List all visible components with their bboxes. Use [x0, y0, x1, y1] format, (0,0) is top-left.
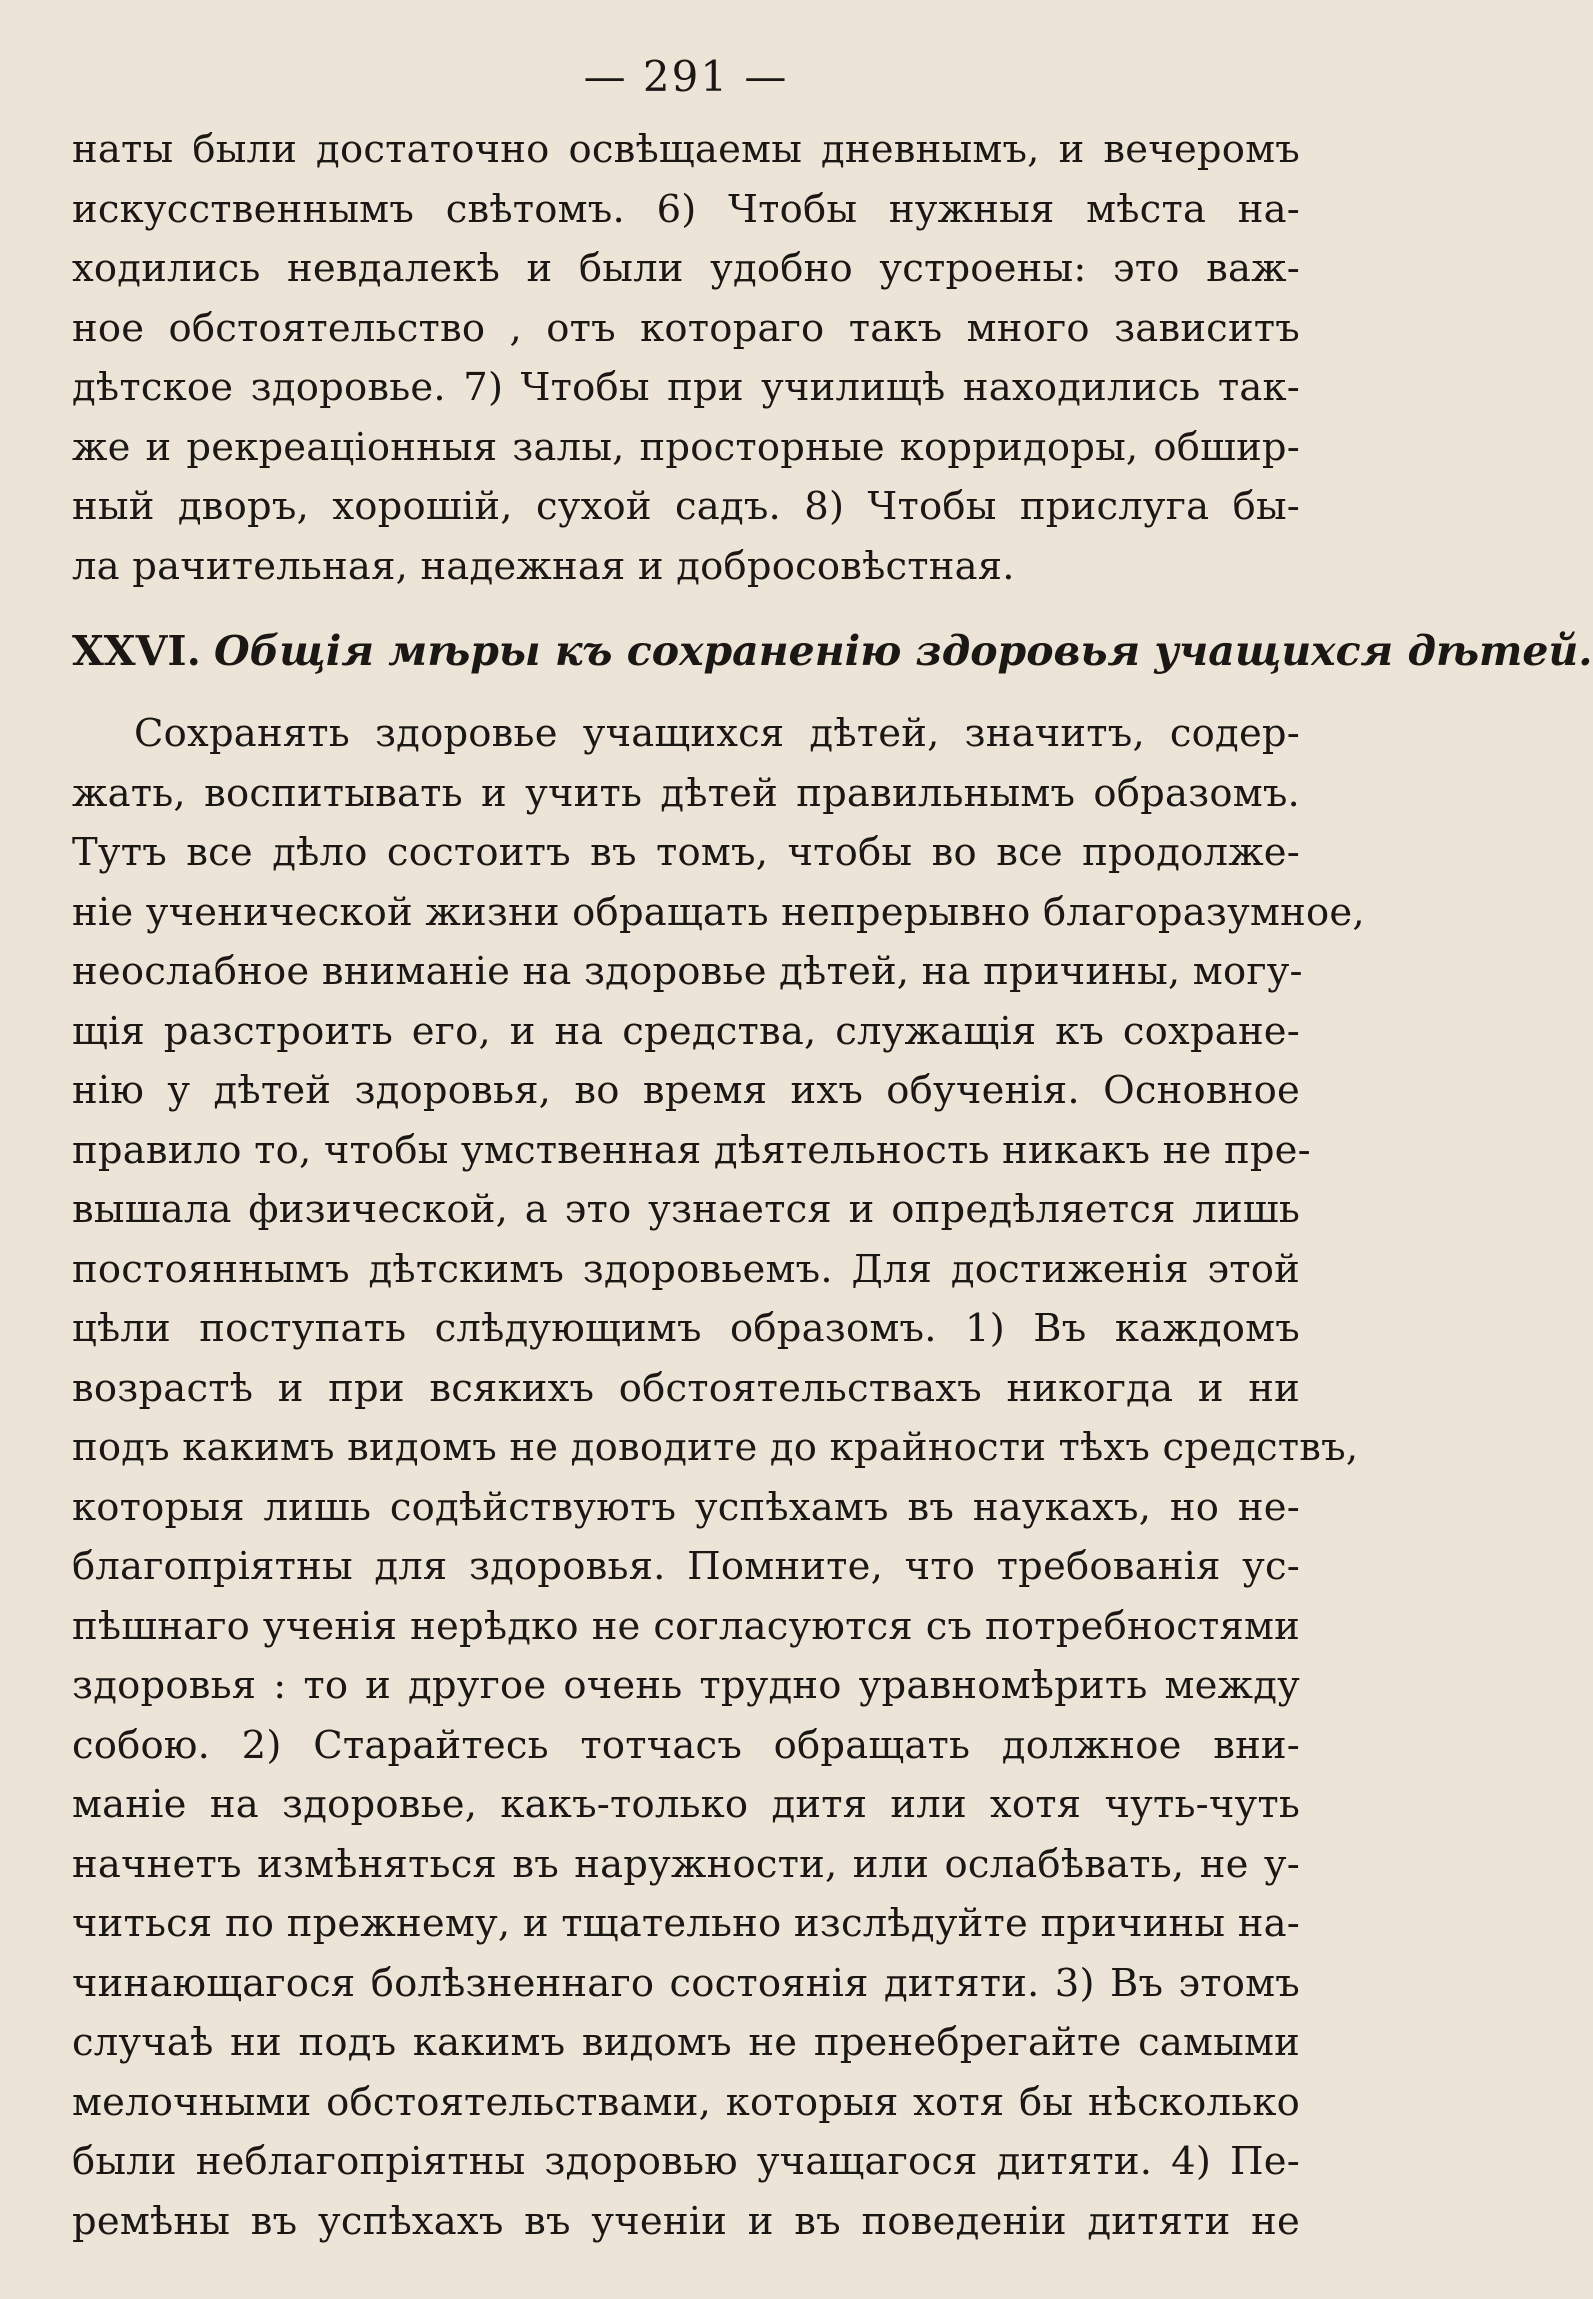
- text-line: ное обстоятельство , отъ котораго такъ много зависитъ: [72, 305, 1300, 351]
- text-line: мелочными обстоятельствами, которыя хотя бы нѣсколько: [72, 2079, 1300, 2125]
- paragraph-main: [72, 704, 1365, 2251]
- text-line: чинающагося болѣзненнаго состоянія дитяти. 3) Въ этомъ: [72, 1960, 1300, 2006]
- text-line: наты были достаточно освѣщаемы дневнымъ, и вечеромъ: [72, 127, 1300, 172]
- text-line: случаѣ ни подъ какимъ видомъ не пренебрегайте самыми: [72, 2020, 1300, 2065]
- text-line: начнетъ измѣняться въ наружности, или ослабѣвать, не у-: [72, 1841, 1300, 1887]
- text-line: которыя лишь содѣйствуютъ успѣхамъ въ наукахъ, но не-: [72, 1484, 1300, 1530]
- text-line: собою. 2) Старайтесь тотчасъ обращать должное вни-: [72, 1722, 1300, 1768]
- text-line: неослабное вниманіе на здоровье дѣтей, на причины, могу-: [72, 949, 1303, 994]
- text-line: маніе на здоровье, какъ-только дитя или хотя чуть-чуть: [72, 1782, 1300, 1827]
- section-heading: [72, 618, 1593, 684]
- paragraph-continuation: [72, 120, 1300, 596]
- section-title: Общія мѣры къ сохраненію здоровья учащихся дѣтей.: [213, 627, 1593, 675]
- text-line: Тутъ все дѣло состоитъ въ томъ, чтобы во все продолже-: [72, 830, 1300, 875]
- text-line: щія разстроить его, и на средства, служащія къ сохране-: [72, 1008, 1300, 1054]
- text-line: возрастѣ и при всякихъ обстоятельствахъ никогда и ни: [72, 1365, 1300, 1411]
- page-number: — 291 —: [583, 52, 789, 101]
- text-line: были неблагопріятны здоровью учащагося дитяти. 4) Пе-: [72, 2139, 1300, 2184]
- text-line: ла рачительная, надежная и добросовѣстная.: [72, 543, 1015, 589]
- text-line: благопріятны для здоровья. Помните, что требованія ус-: [72, 1544, 1300, 1589]
- text-line: здоровья : то и другое очень трудно уравномѣрить между: [72, 1663, 1300, 1708]
- text-line: ремѣны въ успѣхахъ въ ученіи и въ поведеніи дитяти не: [72, 2198, 1300, 2244]
- text-line: цѣли поступать слѣдующимъ образомъ. 1) Въ каждомъ: [72, 1306, 1300, 1351]
- text-line: жать, воспитывать и учить дѣтей правильнымъ образомъ.: [72, 770, 1300, 816]
- text-line: же и рекреаціонныя залы, просторные корридоры, обшир-: [72, 424, 1300, 470]
- text-line: постояннымъ дѣтскимъ здоровьемъ. Для достиженія этой: [72, 1246, 1300, 1292]
- section-number: XXVI.: [72, 627, 201, 675]
- text-line: подъ какимъ видомъ не доводите до крайности тѣхъ средствъ,: [72, 1425, 1359, 1470]
- text-line: читься по прежнему, и тщательно изслѣдуйте причины на-: [72, 1901, 1300, 1946]
- text-line: дѣтское здоровье. 7) Чтобы при училищѣ находились так-: [72, 365, 1300, 410]
- text-line: ніе ученической жизни обращать непрерывно благоразумное,: [72, 889, 1365, 935]
- text-line: правило то, чтобы умственная дѣятельность никакъ не пре-: [72, 1127, 1311, 1173]
- text-line: ный дворъ, хорошій, сухой садъ. 8) Чтобы прислуга бы-: [72, 484, 1300, 529]
- text-line: Сохранять здоровье учащихся дѣтей, значитъ, содер-: [134, 711, 1300, 756]
- text-line: вышала физической, а это узнается и опредѣляется лишь: [72, 1187, 1300, 1232]
- text-line: нію у дѣтей здоровья, во время ихъ обученія. Основное: [72, 1068, 1300, 1113]
- text-line: пѣшнаго ученія нерѣдко не согласуются съ потребностями: [72, 1603, 1300, 1649]
- text-line: ходились невдалекѣ и были удобно устроены: это важ-: [72, 246, 1300, 291]
- text-line: искусственнымъ свѣтомъ. 6) Чтобы нужныя мѣста на-: [72, 186, 1300, 232]
